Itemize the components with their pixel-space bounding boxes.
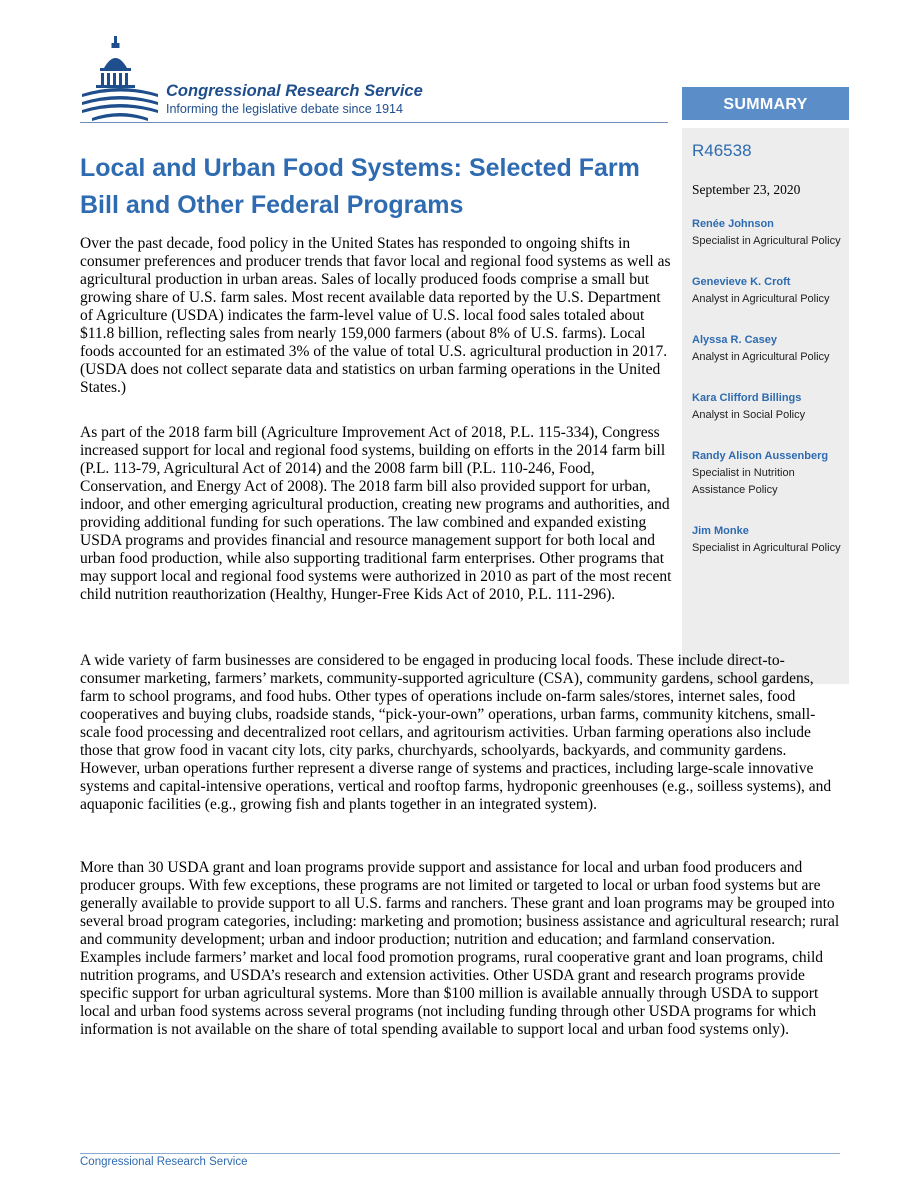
author-name[interactable]: Kara Clifford Billings bbox=[692, 392, 802, 404]
author-title: Specialist in Nutrition Assistance Policy bbox=[692, 467, 795, 496]
author-entry bbox=[692, 390, 847, 424]
author-entry bbox=[692, 448, 847, 499]
author-name[interactable]: Jim Monke bbox=[692, 525, 749, 537]
header-divider bbox=[80, 122, 668, 123]
report-number: R46538 bbox=[692, 141, 752, 160]
footer-org-name: Congressional Research Service bbox=[80, 1156, 248, 1168]
crs-logo bbox=[80, 36, 480, 122]
capitol-dome-icon bbox=[80, 36, 160, 122]
author-name[interactable]: Genevieve K. Croft bbox=[692, 276, 791, 288]
summary-paragraph: More than 30 USDA grant and loan programs provide support and assistance for local and urban food producers and producer groups. With few exceptions, these programs are not limited or targeted to local or urban food systems but are generally available to provide support to all U.S. farms and ranchers. These grant and loan programs may be grouped into several broad program categories, including: marketing and promotion; business assistance and agricultural research; rural and community development; urban and indoor production; nutrition and education; and farmland conservation. Examples include farmers’ market and local food promotion programs, rural cooperative grant and loan programs, child nutrition programs, and USDA’s research and extension activities. Other USDA grant and research programs provide specific support for urban agricultural systems. More than $100 million is available annually through USDA to support local and urban food systems across several programs (not including funding through other USDA programs for which information is not available on the share of total spending available to support local and urban food systems only). bbox=[80, 859, 840, 1038]
author-title: Specialist in Agricultural Policy bbox=[692, 542, 841, 554]
author-name[interactable]: Renée Johnson bbox=[692, 218, 774, 230]
author-entry bbox=[692, 332, 847, 366]
summary-paragraph: A wide variety of farm businesses are considered to be engaged in producing local foods. These include direct-to-consumer marketing, farmers’ markets, community-supported agriculture (CSA), community gardens, school gardens, farm to school programs, and food hubs. Other types of operations include on-farm sales/stores, internet sales, food cooperatives and buying clubs, roadside stands, “pick-your-own” operations, urban farms, community kitchens, small-scale food processing and decentralized root cellars, and agritourism activities. Urban farming operations also include those that grow food in vacant city lots, city parks, churchyards, schoolyards, backyards, and community gardens. However, urban operations further represent a diverse range of systems and practices, including large-scale innovative systems and capital-intensive operations, vertical and rooftop farms, hydroponic greenhouses (e.g., soilless systems), and aquaponic facilities (e.g., growing fish and plants together in an integrated system). bbox=[80, 652, 832, 813]
summary-sidebar bbox=[682, 128, 849, 684]
author-name[interactable]: Alyssa R. Casey bbox=[692, 334, 777, 346]
author-title: Specialist in Agricultural Policy bbox=[692, 235, 841, 247]
author-entry bbox=[692, 274, 847, 308]
org-tagline: Informing the legislative debate since 1914 bbox=[166, 102, 403, 116]
org-name: Congressional Research Service bbox=[166, 82, 423, 100]
report-date: September 23, 2020 bbox=[692, 182, 801, 197]
author-entry bbox=[692, 216, 847, 250]
author-title: Analyst in Social Policy bbox=[692, 409, 806, 421]
footer-divider bbox=[80, 1153, 840, 1154]
author-title: Analyst in Agricultural Policy bbox=[692, 293, 830, 305]
author-entry bbox=[692, 523, 847, 557]
report-title: Local and Urban Food Systems: Selected Farm Bill and Other Federal Programs bbox=[80, 154, 640, 219]
summary-paragraph: Over the past decade, food policy in the United States has responded to ongoing shifts in consumer preferences and producer trends that favor local and regional food systems as well as agricultural production in urban areas. Sales of locally produced foods comprise a small but growing share of U.S. farm sales. Most recent available data reported by the U.S. Department of Agriculture (USDA) indicates the farm-level value of U.S. local food sales totaled about $11.8 billion, reflecting sales from nearly 159,000 farmers (about 8% of U.S. farms). Local foods accounted for an estimated 3% of the value of total U.S. agricultural production in 2017. (USDA does not collect separate data and statistics on urban farming operations in the United States.) bbox=[80, 235, 671, 396]
summary-paragraph: As part of the 2018 farm bill (Agriculture Improvement Act of 2018, P.L. 115-334), Congress increased support for local and regional food systems, building on efforts in the 2014 farm bill (P.L. 113-79, Agricultural Act of 2014) and the 2008 farm bill (P.L. 110-246, Food, Conservation, and Energy Act of 2008). The 2018 farm bill also provided support for urban, indoor, and other emerging agricultural production, creating new programs and authorities, and providing additional funding for such operations. The law combined and expanded existing USDA programs and provides financial and resource management support for both local and urban food production, while also supporting traditional farm enterprises. Other programs that may support local and regional food systems were authorized in 2010 as part of the most recent child nutrition reauthorization (Healthy, Hunger-Free Kids Act of 2010, P.L. 111-296). bbox=[80, 424, 672, 603]
author-title: Analyst in Agricultural Policy bbox=[692, 351, 830, 363]
summary-heading: SUMMARY bbox=[682, 87, 849, 120]
author-list bbox=[692, 216, 847, 581]
author-name[interactable]: Randy Alison Aussenberg bbox=[692, 450, 829, 462]
